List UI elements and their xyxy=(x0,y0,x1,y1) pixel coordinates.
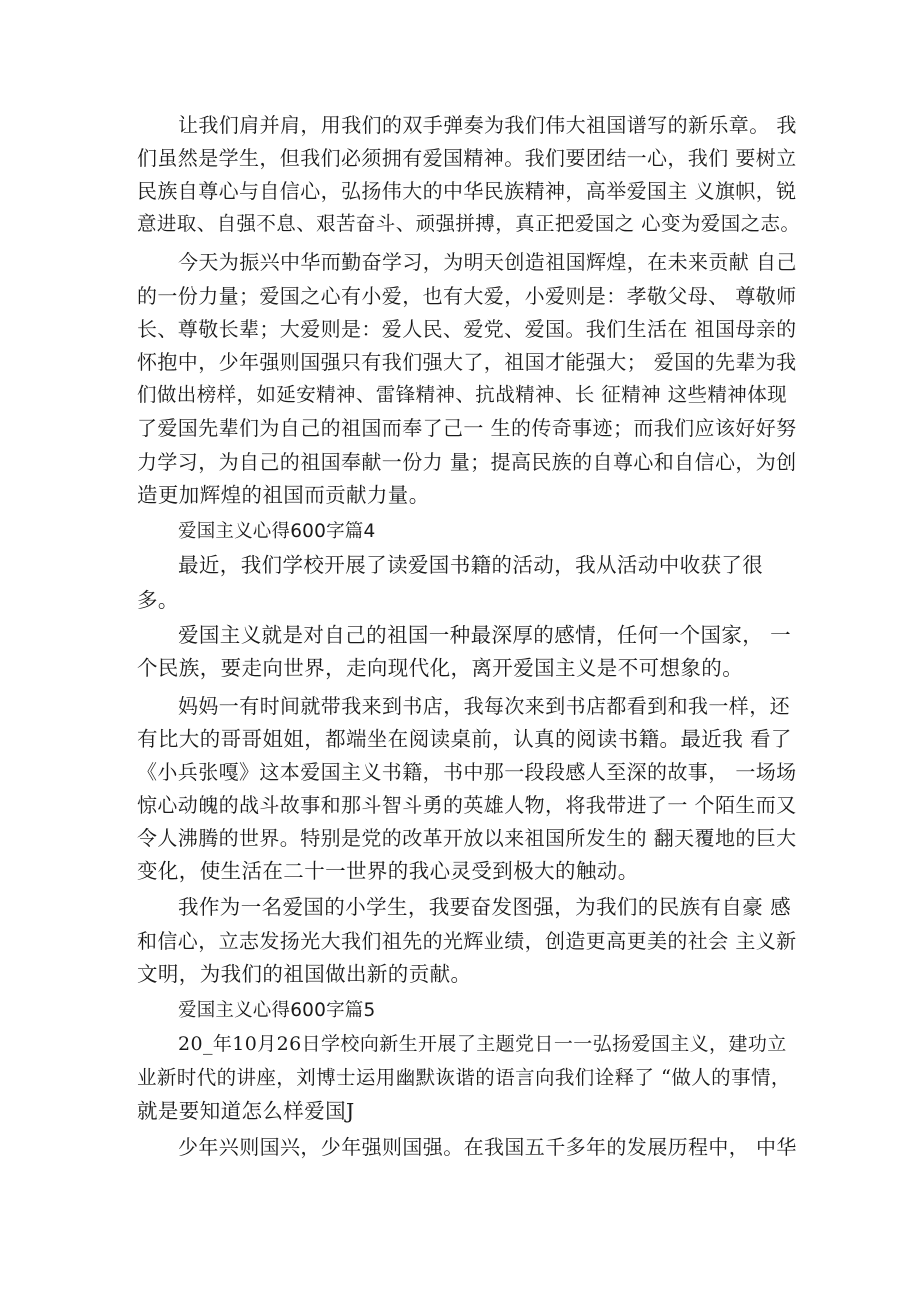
section-heading: 爱国主义心得600字篇5 xyxy=(178,1000,376,1021)
text-line: 惊心动魄的战斗故事和那斗智斗勇的英雄人物，将我带进了一 个陌生而又 xyxy=(137,793,797,817)
text-line: 最近，我们学校开展了读爱国书籍的活动，我从活动中收获了很 xyxy=(178,553,764,577)
text-line: 业新时代的讲座，刘博士运用幽默诙谐的语言向我们诠释了 “做人的事情， xyxy=(137,1066,791,1089)
text-line: 爱国主义就是对自己的祖国一种最深厚的感情，任何一个国家， 一 xyxy=(178,623,792,647)
text-line: 妈妈一有时间就带我来到书店，我每次来到书店都看到和我一样，还 xyxy=(178,694,790,718)
text-line: 有比大的哥哥姐姐，都端坐在阅读桌前，认真的阅读书籍。最近我 看了 xyxy=(137,727,792,751)
text-line: 们做出榜样，如延安精神、雷锋精神、抗战精神、长 征精神 这些精神体现 xyxy=(137,383,787,406)
text-line: 变化，使生活在二十一世界的我心灵受到极大的触动。 xyxy=(137,859,639,883)
text-line: 怀抱中，少年强则国强只有我们强大了，祖国才能强大； 爱国的先辈为我 xyxy=(137,350,797,374)
text-line: 的一份力量；爱国之心有小爱，也有大爱，小爱则是：孝敬父母、 尊敬师 xyxy=(137,284,797,308)
text-line: 个民族，要走向世界，走向现代化，离开爱国主义是不可想象的。 xyxy=(137,656,744,680)
text-line: 今天为振兴中华而勤奋学习，为明天创造祖国辉煌，在未来贡献 自己 xyxy=(178,250,797,274)
text-line: 多。 xyxy=(137,588,179,612)
text-line: 让我们肩并肩，用我们的双手弹奏为我们伟大祖国谱写的新乐章。 我 xyxy=(178,113,797,137)
text-line: 令人沸腾的世界。特别是党的改革开放以来祖国所发生的 翻天覆地的巨大 xyxy=(137,826,797,850)
text-line: 意进取、自强不息、艰苦奋斗、顽强拼搏，真正把爱国之 心变为爱国之志。 xyxy=(137,212,801,235)
section-heading: 爱国主义心得600字篇4 xyxy=(178,521,376,542)
text-line: 民族自尊心与自信心，弘扬伟大的中华民族精神，高举爱国主 义旗帜，锐 xyxy=(137,179,797,203)
text-line: 力学习，为自己的祖国奉献一份力 量；提高民族的自尊心和自信心，为创 xyxy=(137,450,797,474)
text-line: 20_年10月26日学校向新生开展了主题党日一一弘扬爱国主义，建功立 xyxy=(178,1033,787,1055)
text-line: 造更加辉煌的祖国而贡献力量。 xyxy=(137,483,430,507)
text-line: 《小兵张嘎》这本爱国主义书籍，书中那一段段感人至深的故事， 一场场 xyxy=(137,760,797,784)
text-line: 和信心，立志发扬光大我们祖先的光辉业绩，创造更高更美的社会 主义新 xyxy=(137,929,797,953)
text-line: 长、尊敬长辈；大爱则是：爱人民、爱党、爱国。我们生活在 祖国母亲的 xyxy=(137,317,797,341)
text-line: 就是要知道怎么样爱国J xyxy=(137,1099,355,1123)
text-line: 们虽然是学生，但我们必须拥有爱国精神。我们要团结一心，我们 要树立 xyxy=(137,146,797,170)
text-line: 我作为一名爱国的小学生，我要奋发图强，为我们的民族有自豪 感 xyxy=(178,895,792,919)
text-line: 了爱国先辈们为自己的祖国而奉了己一 生的传奇事迹；而我们应该好好努 xyxy=(137,416,797,440)
text-line: 少年兴则国兴，少年强则国强。在我国五千多年的发展历程中， 中华 xyxy=(178,1135,797,1159)
text-line: 文明，为我们的祖国做出新的贡献。 xyxy=(137,962,472,986)
